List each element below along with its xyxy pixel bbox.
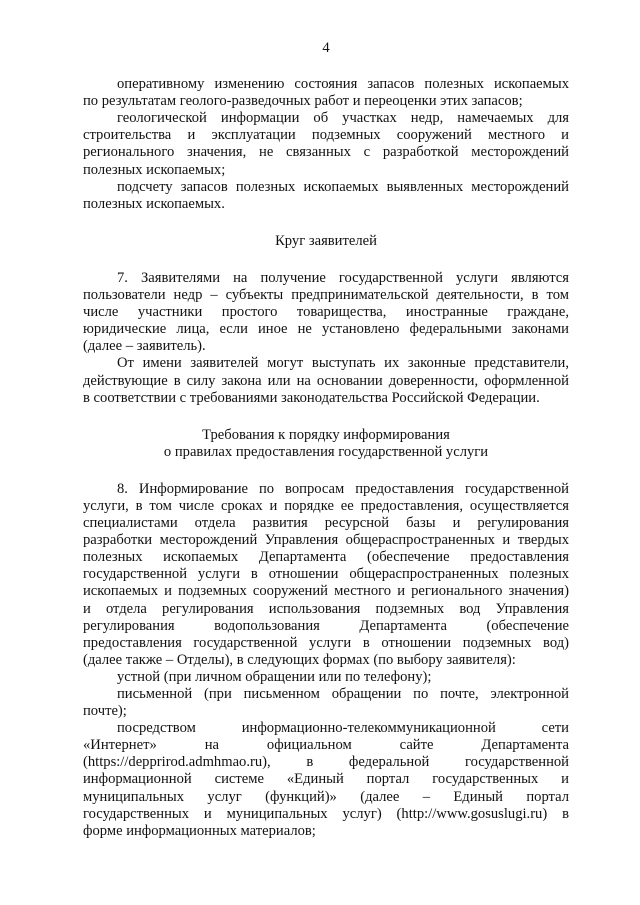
text-line: почте); [83, 703, 127, 720]
heading-requirements [83, 427, 569, 461]
text-line: по результатам геолого-разведочных работ и переоценки этих запасов; [83, 93, 523, 110]
text-line: регулирования водопользования Департамента (обеспечение [83, 617, 569, 634]
text-line: регионального значения, не связанных с разработкой месторождений [83, 144, 569, 161]
heading-applicants: Круг заявителей [275, 232, 377, 249]
text-line: От имени заявителей могут выступать их законные представители, [117, 355, 569, 372]
text-line: (далее – заявитель). [83, 338, 206, 355]
text-line: геологической информации об участках недр, намечаемых для [117, 110, 569, 127]
text-line: подсчету запасов полезных ископаемых выявленных месторождений [117, 178, 569, 195]
text-line: строительства и эксплуатации подземных сооружений местного и [83, 127, 569, 144]
text-line: ископаемых и подземных сооружений местного и регионального значения) [83, 583, 569, 600]
text-line: «Интернет» на официальном сайте Департамента [83, 737, 569, 754]
text-line: информационной системе «Единый портал государственных и [83, 771, 569, 788]
document-page [83, 40, 569, 840]
text-line: (https://depprirod.admhmao.ru), в федеральной государственной [83, 754, 569, 771]
text-line: в соответствии с требованиями законодательства Российской Федерации. [83, 389, 540, 406]
text-line: устной (при личном обращении или по телефону); [117, 668, 432, 685]
text-line: государственных и муниципальных услуг) (http://www.gosuslugi.ru) в [83, 805, 569, 822]
text-line: (далее также – Отделы), в следующих формах (по выбору заявителя): [83, 651, 516, 668]
text-line: полезных ископаемых Департамента (обеспечение предоставления [83, 549, 569, 566]
text-line: письменной (при письменном обращении по почте, электронной [117, 686, 569, 702]
text-line: числе участники простого товарищества, иностранные граждане, [83, 304, 569, 321]
text-line: пользователи недр – субъекты предпринимательской деятельности, в том [83, 287, 569, 304]
text-line: и отдела регулирования использования подземных вод Управления [83, 600, 569, 617]
text-line: юридические лица, если иное не установлено федеральными законами [83, 321, 569, 338]
section-geology-info [83, 76, 569, 213]
text-line: посредством информационно-телекоммуникационной сети [117, 720, 569, 737]
text-line: муниципальных услуг (функций)» (далее – Единый портал [83, 788, 569, 805]
heading-requirements-line2: о правилах предоставления государственной услуги [163, 443, 489, 460]
text-line: форме информационных материалов; [83, 822, 316, 839]
heading-requirements-line1: Требования к порядку информирования [202, 426, 450, 443]
page-number: 4 [322, 40, 330, 56]
text-line: 7. Заявителями на получение государственной услуги являются [117, 269, 569, 286]
section-applicants [83, 270, 569, 407]
text-line: предоставления государственной услуги в отношении подземных вод) [83, 634, 569, 651]
text-line: полезных ископаемых. [83, 195, 225, 212]
text-line: разработки месторождений Управления общераспространенных и твердых [83, 532, 569, 549]
section-informing [83, 481, 569, 840]
text-line: услуги, в том числе сроках и порядке ее предоставления, осуществляется [83, 497, 569, 514]
text-line: действующие в силу закона или на основании доверенности, оформленной [83, 372, 569, 389]
text-line: специалистами отдела развития ресурсной базы и регулирования [83, 515, 569, 532]
text-line: оперативному изменению состояния запасов полезных ископаемых [117, 76, 569, 93]
text-line: 8. Информирование по вопросам предоставления государственной [117, 480, 569, 497]
text-line: государственной услуги в отношении общераспространенных полезных [83, 566, 569, 583]
text-line: полезных ископаемых; [83, 161, 226, 178]
